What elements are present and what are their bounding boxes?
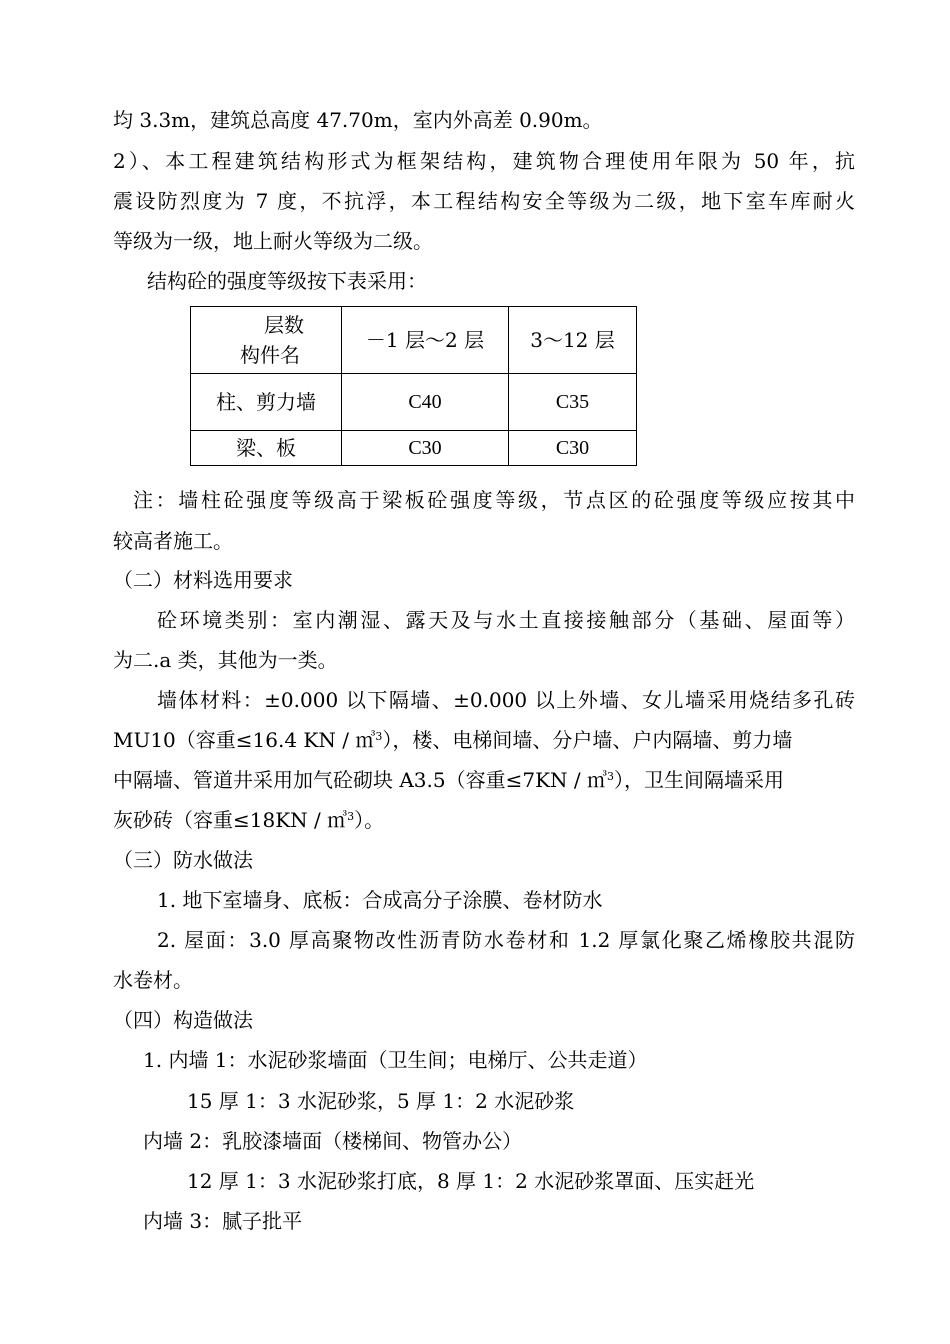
- concrete-strength-table: [190, 306, 637, 466]
- paragraph-line: 为二.a 类，其他为一类。: [113, 648, 338, 672]
- value-cell: C40: [342, 374, 509, 431]
- note-line: 较高者施工。: [113, 529, 233, 553]
- list-item-detail: 12 厚 1：3 水泥砂浆打底，8 厚 1：2 水泥砂浆罩面、压实赶光: [187, 1169, 755, 1193]
- section-heading: （三）防水做法: [113, 848, 253, 872]
- paragraph-line: 墙体材料：±0.000 以下隔墙、±0.000 以上外墙、女儿墙采用烧结多孔砖: [157, 688, 855, 712]
- list-item: 2. 屋面：3.0 厚高聚物改性沥青防水卷材和 1.2 厚氯化聚乙烯橡胶共混防: [157, 928, 855, 952]
- section-heading: （二）材料选用要求: [113, 568, 293, 592]
- value-cell: C30: [342, 431, 509, 466]
- table-row: [191, 431, 637, 466]
- list-item: 内墙 3：腻子批平: [143, 1209, 303, 1233]
- paragraph-line: 震设防烈度为 7 度，不抗浮，本工程结构安全等级为二级，地下室车库耐火: [113, 189, 855, 213]
- list-item: 内墙 2：乳胶漆墙面（楼梯间、物管办公）: [143, 1129, 523, 1153]
- text-run: ）。: [354, 808, 385, 832]
- superscript: 3: [606, 770, 614, 783]
- list-item: 1. 内墙 1：水泥砂浆墙面（卫生间；电梯厅、公共走道）: [143, 1048, 648, 1072]
- list-item: 1. 地下室墙身、底板：合成高分子涂膜、卷材防水: [157, 888, 603, 912]
- note-line: 注：墙柱砼强度等级高于梁板砼强度等级，节点区的砼强度等级应按其中: [133, 488, 855, 512]
- text-run: MU10（容重≤16.4 KN / ㎥: [113, 728, 376, 752]
- member-cell: 梁、板: [191, 431, 342, 466]
- text-run: 中隔墙、管道井采用加气砼砌块 A3.5（容重≤7KN / ㎥: [113, 768, 607, 792]
- value-cell: C30: [509, 431, 637, 466]
- superscript: 3: [347, 810, 355, 823]
- text-run: 灰砂砖（容重≤18KN / ㎥: [113, 808, 348, 832]
- text-run: ），楼、电梯间墙、分户墙、户内隔墙、剪力墙: [382, 728, 793, 752]
- list-item-detail: 15 厚 1：3 水泥砂浆，5 厚 1：2 水泥砂浆: [187, 1089, 575, 1113]
- table-row: [191, 374, 637, 431]
- text-run: ），卫生间隔墙采用: [613, 768, 784, 792]
- table-intro: 结构砼的强度等级按下表采用：: [147, 269, 427, 293]
- header-member: 构件名: [240, 343, 300, 367]
- col3-header: 3～12 层: [509, 307, 637, 374]
- paragraph-line: 2）、本工程建筑结构形式为框架结构，建筑物合理使用年限为 50 年，抗: [113, 149, 855, 173]
- paragraph-line: [113, 766, 784, 794]
- list-item-continuation: 水卷材。: [113, 968, 193, 992]
- paragraph-line: 等级为一级，地上耐火等级为二级。: [113, 229, 433, 253]
- value-cell: C35: [509, 374, 637, 431]
- paragraph-line: [113, 806, 384, 834]
- header-layers: 层数: [264, 313, 304, 337]
- paragraph-line: 砼环境类别：室内潮湿、露天及与水土直接接触部分（基础、屋面等）: [157, 608, 855, 632]
- member-cell: 柱、剪力墙: [191, 374, 342, 431]
- section-heading: （四）构造做法: [113, 1008, 253, 1032]
- superscript: 3: [375, 730, 383, 743]
- col2-header: －1 层～2 层: [342, 307, 509, 374]
- table-corner-header: [191, 307, 342, 374]
- table-header-row: [191, 307, 637, 374]
- paragraph-line: 均 3.3m，建筑总高度 47.70m，室内外高差 0.90m。: [113, 108, 603, 132]
- paragraph-line: [113, 726, 792, 754]
